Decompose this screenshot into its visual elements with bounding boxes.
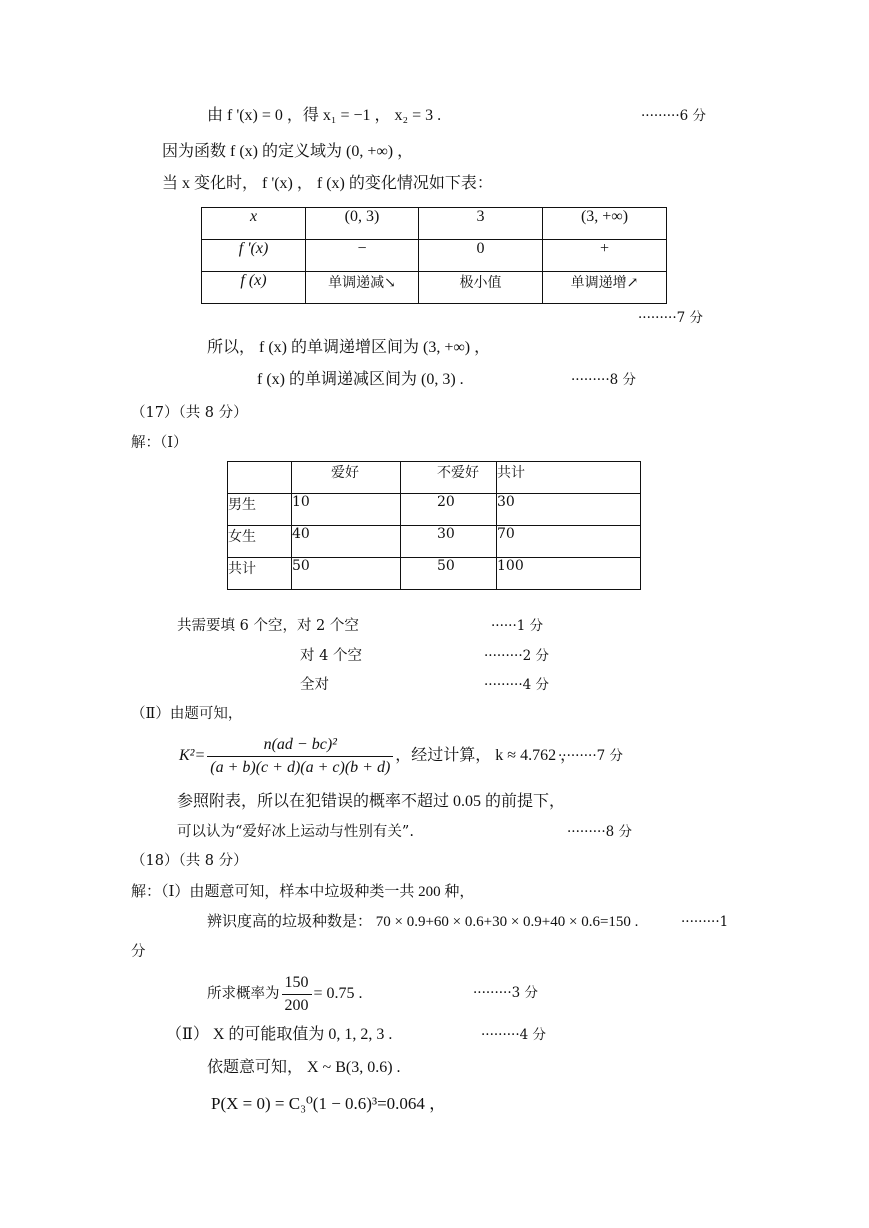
q18-solution-line: 解：（Ⅰ）由题意可知，样本中垃圾种类一共 200 种， bbox=[131, 884, 475, 900]
count-calculation-line: 辨识度高的垃圾种数是： 70 × 0.9+60 × 0.6+30 × 0.9+40 × 0.6=150 . bbox=[207, 914, 639, 930]
table-row bbox=[202, 240, 667, 272]
table-cell: 爱好 bbox=[292, 462, 401, 494]
monotonicity-table bbox=[201, 207, 667, 304]
possible-values-line: （Ⅱ） X 的可能取值为 0, 1, 2, 3 . bbox=[166, 1026, 393, 1043]
derivative-zero-line: 由 f '(x) = 0 ，得 x₁ = −1 ， x₂ = 3 . bbox=[207, 107, 442, 124]
table-cell: 30 bbox=[401, 526, 497, 558]
points-4: ·········4 分 bbox=[484, 677, 550, 693]
k2-after: ，经过计算， k ≈ 4.762 ， bbox=[395, 747, 577, 764]
points-7b: ·········7 分 bbox=[558, 748, 624, 764]
probability-denominator: 200 bbox=[284, 996, 309, 1014]
domain-line: 因为函数 f (x) 的定义域为 (0, +∞) ， bbox=[162, 143, 414, 160]
points-8b: ·········8 分 bbox=[567, 824, 633, 840]
fill-note-3: 全对 bbox=[300, 677, 329, 693]
points-7a: ·········7 分 bbox=[638, 310, 704, 326]
k2-denominator: (a + b)(c + d)(a + c)(b + d) bbox=[210, 758, 391, 776]
table-cell: 女生 bbox=[228, 526, 292, 558]
table-cell: (0, 3) bbox=[306, 208, 419, 240]
table-row bbox=[228, 558, 641, 590]
table-cell: 40 bbox=[292, 526, 401, 558]
points-1b: ·········1 bbox=[681, 914, 729, 930]
probability-fraction bbox=[282, 973, 312, 1016]
k-squared-formula bbox=[179, 734, 576, 778]
table-cell: 单调递增↗ bbox=[543, 272, 667, 304]
q17-part2-label: （Ⅱ）由题可知， bbox=[131, 706, 243, 722]
table-cell: 共计 bbox=[497, 462, 641, 494]
table-cell: 70 bbox=[497, 526, 641, 558]
table-cell: 20 bbox=[401, 494, 497, 526]
points-6: ·········6 分 bbox=[641, 108, 707, 124]
table-cell: (3, +∞) bbox=[543, 208, 667, 240]
table-row bbox=[228, 494, 641, 526]
points-8a: ·········8 分 bbox=[571, 372, 637, 388]
table-cell: f (x) bbox=[202, 272, 306, 304]
probability-numerator: 150 bbox=[282, 973, 312, 995]
points-2: ·········2 分 bbox=[484, 648, 550, 664]
contingency-table bbox=[227, 461, 641, 590]
fill-note-1: 共需要填 6 个空，对 2 个空 bbox=[177, 618, 359, 634]
points-3: ·········3 分 bbox=[473, 985, 539, 1001]
table-cell: + bbox=[543, 240, 667, 272]
table-cell: 0 bbox=[419, 240, 543, 272]
table-row bbox=[228, 526, 641, 558]
p-x0-line: P(X = 0) = C₃⁰(1 − 0.6)³=0.064 ， bbox=[211, 1094, 447, 1113]
table-cell: 男生 bbox=[228, 494, 292, 526]
fill-note-2: 对 4 个空 bbox=[300, 648, 362, 664]
conclusion-line: 可以认为“爱好冰上运动与性别有关”. bbox=[177, 824, 414, 840]
points-4b: ·········4 分 bbox=[481, 1027, 547, 1043]
table-cell: 100 bbox=[497, 558, 641, 590]
points-1: ······1 分 bbox=[491, 618, 544, 634]
table-row bbox=[228, 462, 641, 494]
q18-heading: （18）（共 8 分） bbox=[131, 853, 248, 869]
probability-prefix: 所求概率为 bbox=[207, 986, 280, 1002]
points-1b-wrap: 分 bbox=[131, 944, 146, 960]
table-row bbox=[202, 208, 667, 240]
reference-line: 参照附表，所以在犯错误的概率不超过 0.05 的前提下， bbox=[177, 793, 566, 810]
increasing-interval-line: 所以， f (x) 的单调递增区间为 (3, +∞) ， bbox=[207, 339, 491, 356]
table-row bbox=[202, 272, 667, 304]
table-cell bbox=[228, 462, 292, 494]
decreasing-interval-line: f (x) 的单调递减区间为 (0, 3) . bbox=[257, 371, 464, 388]
table-cell: 3 bbox=[419, 208, 543, 240]
table-cell: 共计 bbox=[228, 558, 292, 590]
table-cell: 单调递减↘ bbox=[306, 272, 419, 304]
table-cell: f '(x) bbox=[202, 240, 306, 272]
table-cell: 极小值 bbox=[419, 272, 543, 304]
probability-result: = 0.75 . bbox=[313, 985, 363, 1002]
table-cell: 30 bbox=[497, 494, 641, 526]
table-cell: 不爱好 bbox=[401, 462, 497, 494]
table-cell: 10 bbox=[292, 494, 401, 526]
table-cell: x bbox=[202, 208, 306, 240]
table-cell: 50 bbox=[401, 558, 497, 590]
variation-intro-line: 当 x 变化时， f '(x) ， f (x) 的变化情况如下表： bbox=[162, 175, 493, 192]
q17-solution-label: 解：（Ⅰ） bbox=[131, 435, 188, 451]
k2-numerator: n(ad − bc)² bbox=[207, 735, 393, 757]
binomial-line: 依题意可知， X ~ B(3, 0.6) . bbox=[207, 1059, 401, 1076]
k2-fraction bbox=[207, 735, 393, 778]
k2-lhs: K²= bbox=[179, 747, 206, 764]
table-cell: 50 bbox=[292, 558, 401, 590]
probability-line bbox=[207, 972, 363, 1016]
q17-heading: （17）（共 8 分） bbox=[131, 405, 248, 421]
table-cell: − bbox=[306, 240, 419, 272]
